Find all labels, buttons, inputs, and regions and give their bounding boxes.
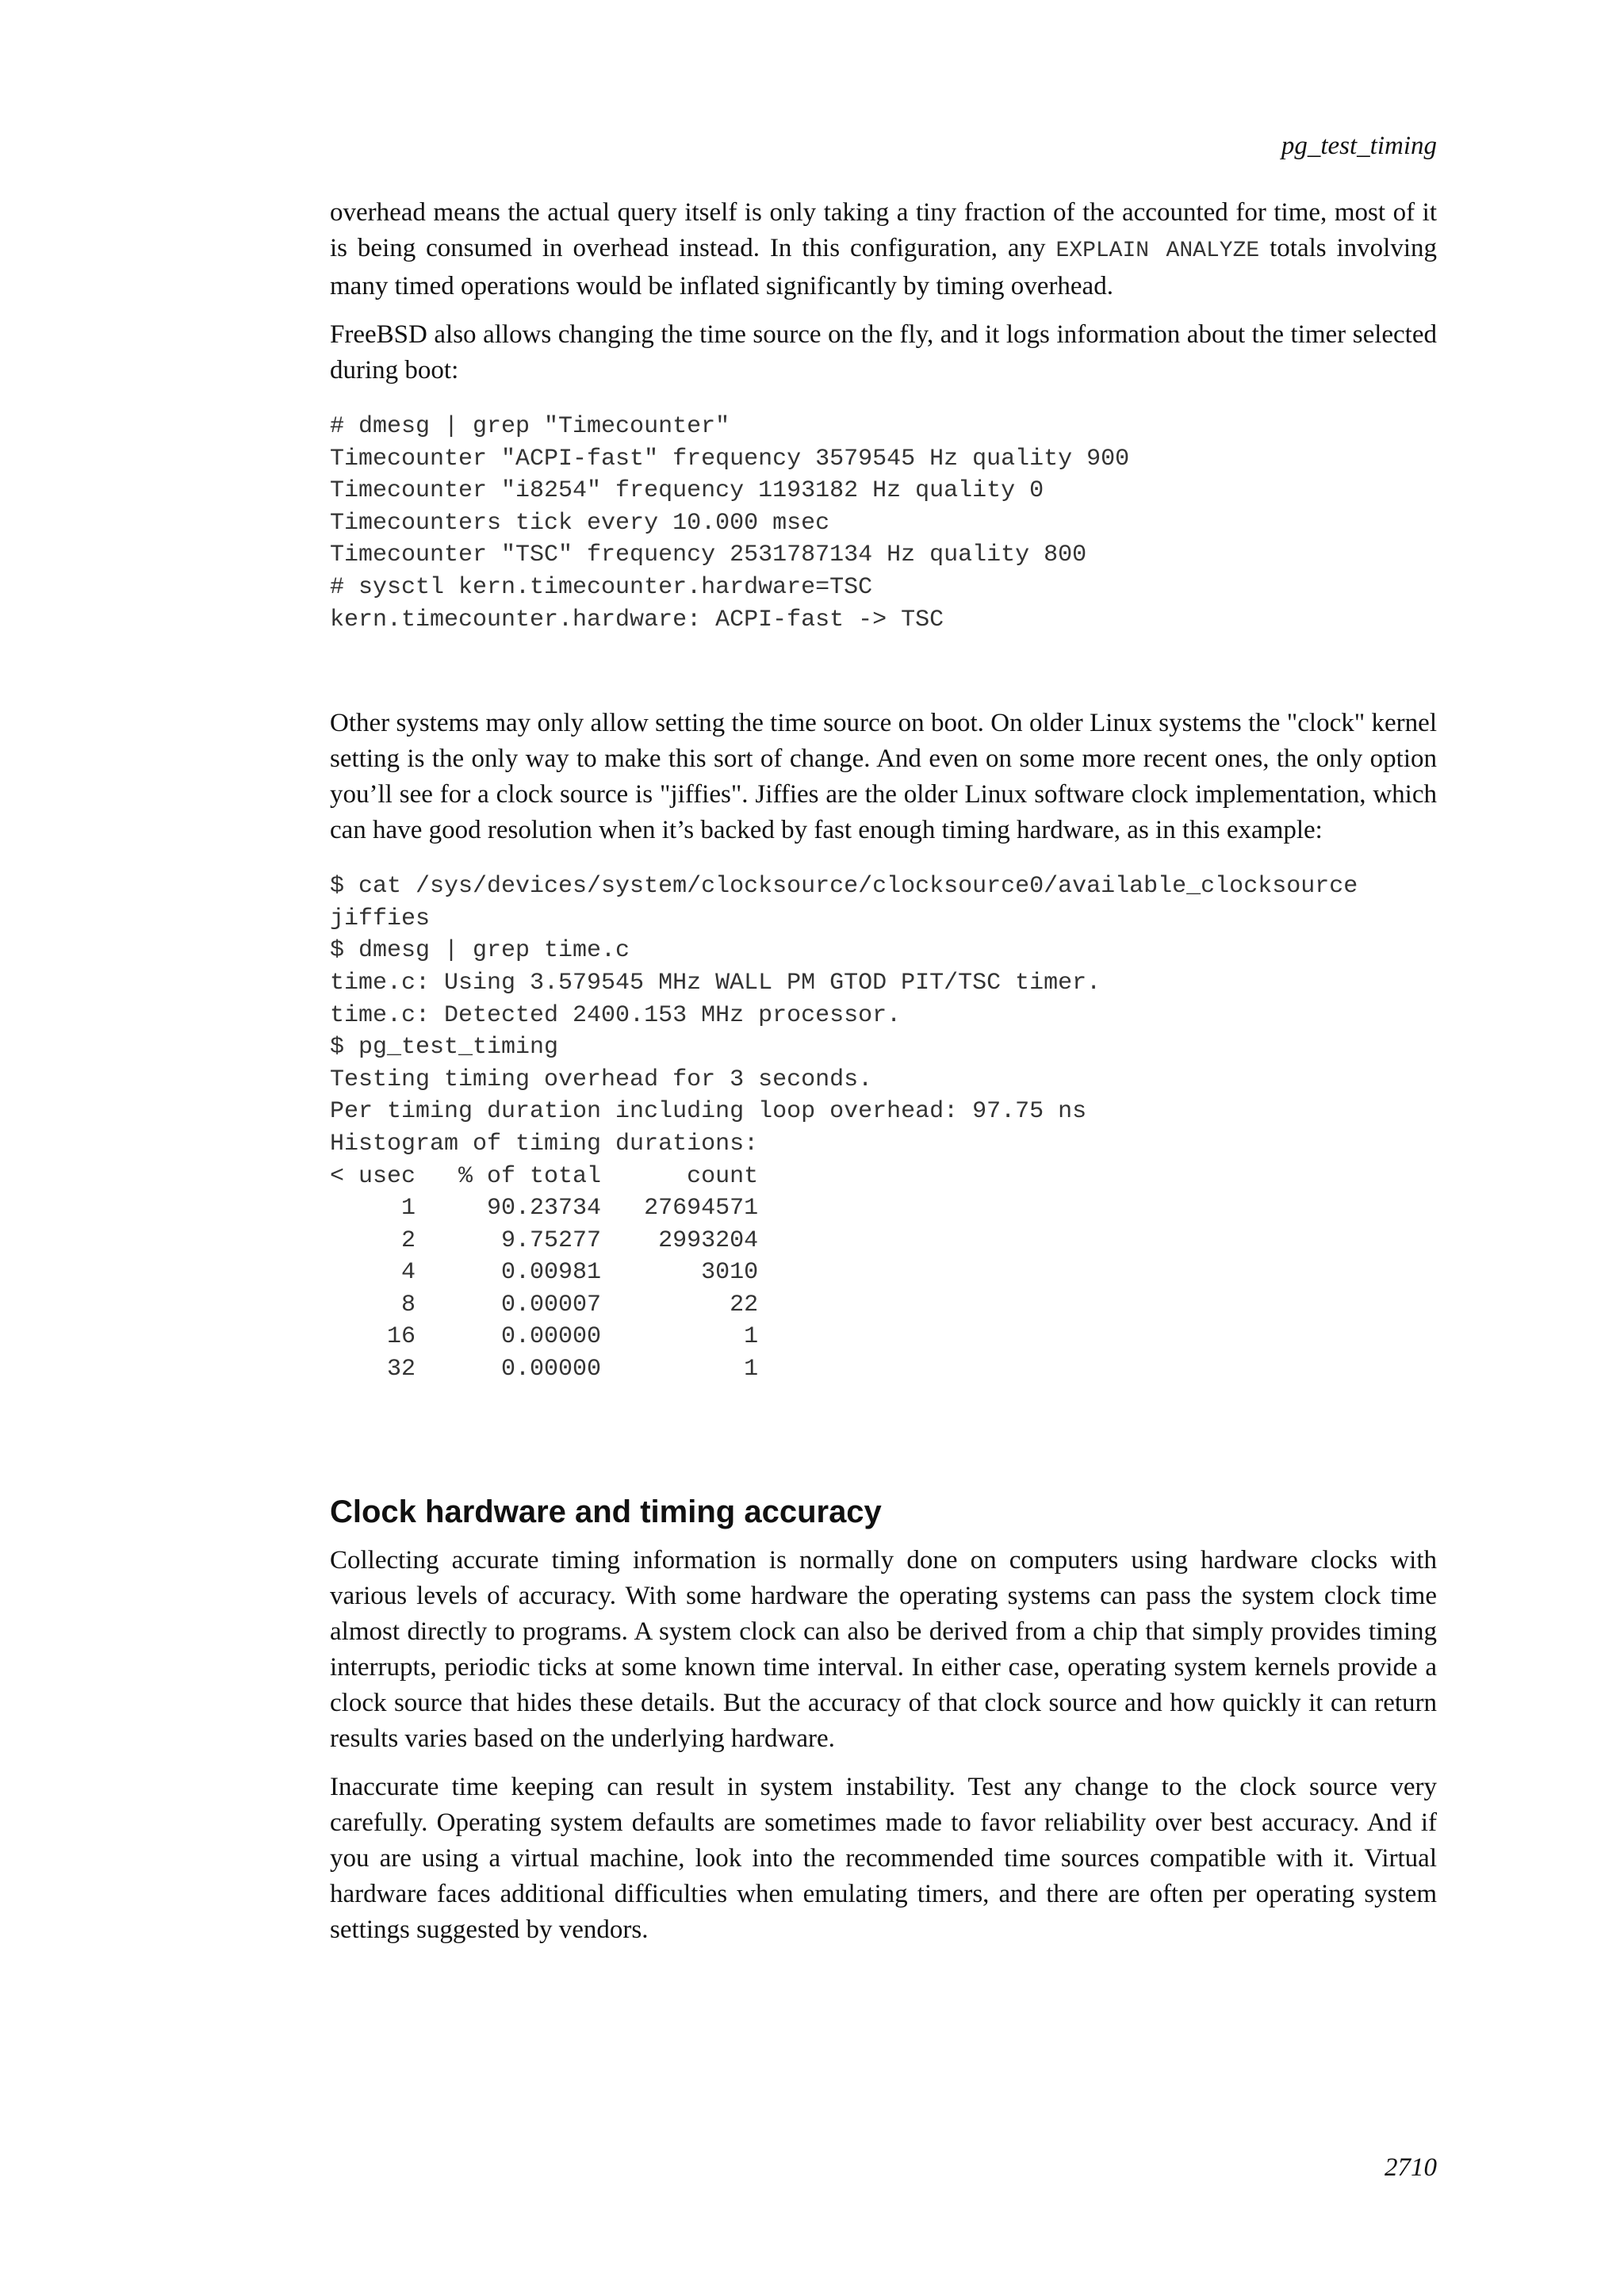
code-block-freebsd-timecounter: # dmesg | grep "Timecounter" Timecounter "ACPI-fast" frequency 3579545 Hz quality 900 Timecounter "i8254" frequency 1193182 Hz quality 0 Timecounters tick every 10.000 msec Timecounter "TSC" frequency 2531787134 Hz quality 800 # sysctl kern.timecounter.hardware=TSC kern.timecounter.hardware: ACPI-fast -> TSC [330, 413, 1130, 633]
paragraph-freebsd: FreeBSD also allows changing the time source on the fly, and it logs information about the timer selected during boot: [330, 320, 1437, 385]
section-heading: Clock hardware and timing accuracy [330, 1494, 882, 1529]
code-block-linux-jiffies: $ cat /sys/devices/system/clocksource/clocksource0/available_clocksource jiffies $ dmesg | grep time.c time.c: Using 3.579545 MHz WALL PM GTOD PIT/TSC timer. time.c: Detected 2400.153 MHz processor. $ pg_test_timing Testing timing overhead for 3 seconds. Per timing duration including loop overhead: 97.75 ns Histogram of timing durations: < usec % of total count 1 90.23734 27694571 2 9.75277 2993204 4 0.00981 3010 8 0.00007 22 16 0.00000 1 32 0.00000 1 [330, 873, 1358, 1383]
paragraph-clock-hardware: Collecting accurate timing information is normally done on computers using hardware clocks with various levels of accuracy. With some hardware the operating systems can pass the system clock time almost directly to programs. A system clock can also be derived from a chip that simply provides timing interrupts, periodic ticks at some known time interval. In either case, operating system kernels provide a clock source that hides these details. But the accuracy of that clock source and how quickly it can return results varies based on the underlying hardware. [330, 1545, 1437, 1753]
spacer [330, 636, 1437, 706]
spacer [330, 1386, 1437, 1490]
running-header: pg_test_timing [1281, 132, 1437, 160]
paragraph-text: overhead means the actual query itself is only taking a tiny fraction of the accounted for time, most of it is being consumed in overhead instead. In this configuration, any [330, 198, 1437, 262]
document-body [330, 195, 1437, 1961]
page-number: 2710 [1385, 2153, 1437, 2182]
paragraph-linux-clock: Other systems may only allow setting the time source on boot. On older Linux systems the "clock" kernel setting is the only way to make this sort of change. And even on some more recent ones, the only option you’ll see for a clock source is "jiffies". Jiffies are the older Linux software clock implementation, which can have good resolution when it’s backed by fast enough timing hardware, as in this example: [330, 709, 1437, 845]
paragraph-text: totals involving many timed operations would be inflated significantly by timing overhead. [330, 234, 1438, 300]
document-page [330, 0, 1437, 2296]
paragraph-time-keeping: Inaccurate time keeping can result in system instability. Test any change to the clock source very carefully. Operating system defaults are sometimes made to favor reliability over best accuracy. And if you are using a virtual machine, look into the recommended time sources compatible with it. Virtual hardware faces additional difficulties when emulating timers, and there are often per operating system settings suggested by vendors. [330, 1772, 1437, 1944]
paragraph-explain-overhead [330, 195, 1437, 304]
inline-code-explain-analyze: EXPLAIN ANALYZE [1055, 239, 1260, 263]
